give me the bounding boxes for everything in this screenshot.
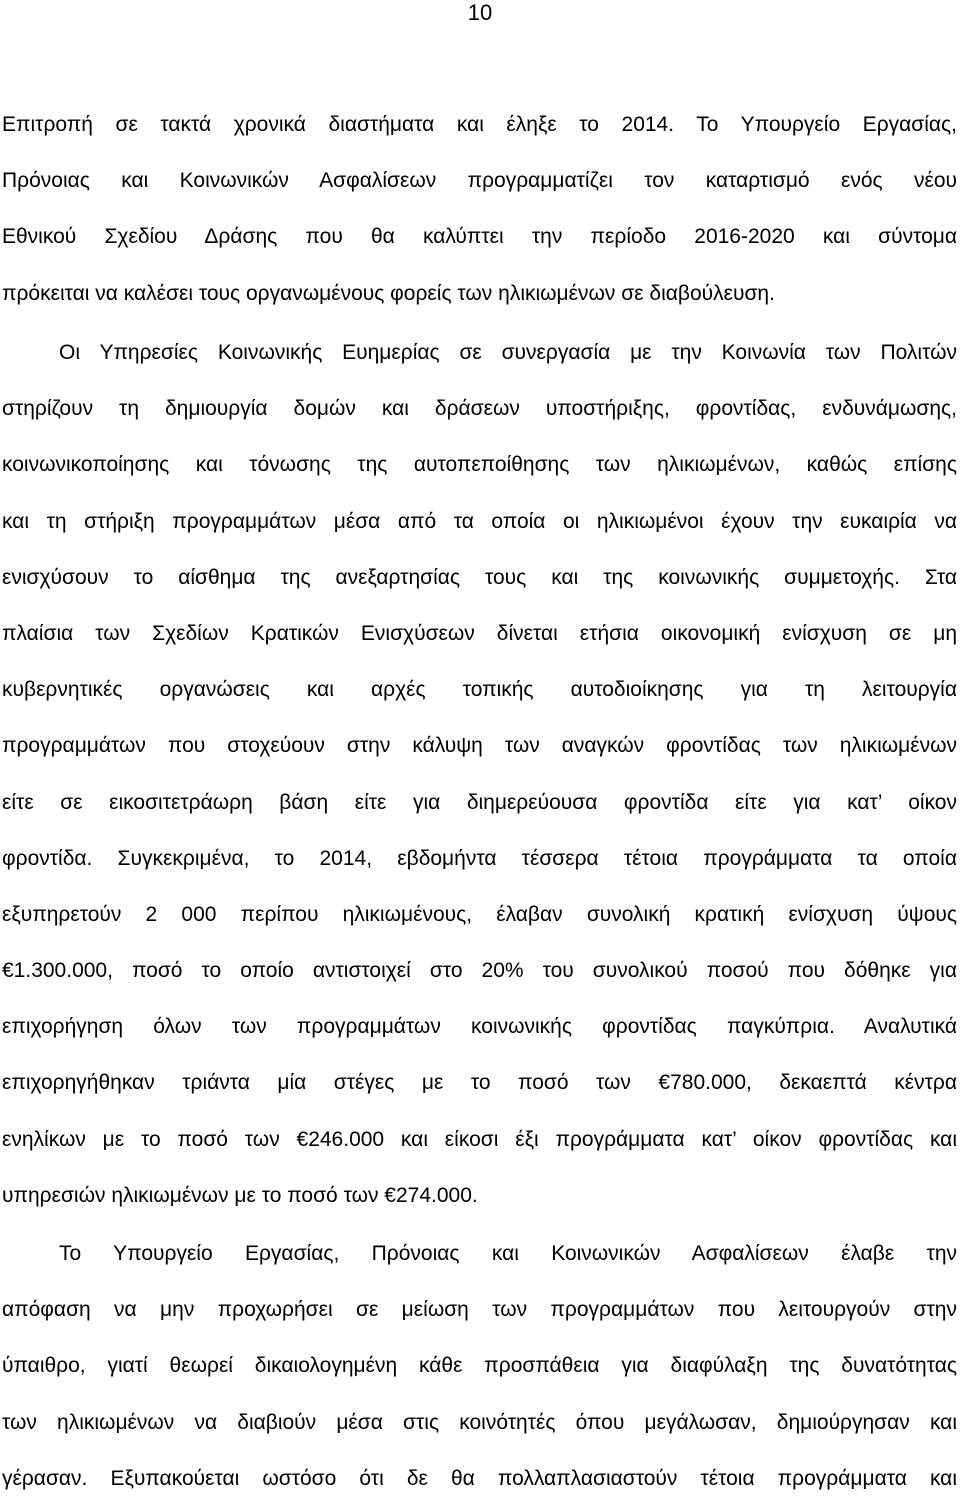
text-line: ενισχύσουν το αίσθημα της ανεξαρτησίας τους και της κοινωνικής συμμετοχής. Στα [2,565,957,589]
text-line: κυβερνητικές οργανώσεις και αρχές τοπικής αυτοδιοίκησης για τη λειτουργία [2,678,957,702]
text-line: υπηρεσιών ηλικιωμένων με το ποσό των €274.000. [2,1183,478,1207]
text-line: γέρασαν. Εξυπακούεται ωστόσο ότι δε θα πολλαπλασιαστούν τέτοια προγράμματα και [2,1466,957,1490]
text-line: ενηλίκων με το ποσό των €246.000 και είκοσι έξι προγράμματα κατ’ οίκον φροντίδας και [2,1127,957,1151]
text-line: Επιτροπή σε τακτά χρονικά διαστήματα και έληξε το 2014. Το Υπουργείο Εργασίας, [2,113,957,136]
text-line: Εθνικού Σχεδίου Δράσης που θα καλύπτει την περίοδο 2016-2020 και σύντομα [2,225,957,249]
text-line: απόφαση να μην προχωρήσει σε μείωση των προγραμμάτων που λειτουργούν στην [2,1298,957,1322]
text-line: κοινωνικοποίησης και τόνωσης της αυτοπεποίθησης των ηλικιωμένων, καθώς επίσης [2,453,957,477]
paragraph-social-welfare [2,325,957,1224]
text-line: είτε σε εικοσιτετράωρη βάση είτε για διημερεύουσα φροντίδα είτε για κατ’ οίκον [2,790,957,814]
text-line: προγραμμάτων που στοχεύουν στην κάλυψη των αναγκών φροντίδας των ηλικιωμένων [2,734,957,758]
text-line: των ηλικιωμένων να διαβιούν μέσα στις κοινότητές όπου μεγάλωσαν, δημιούργησαν και [2,1410,957,1434]
text-line: Οι Υπηρεσίες Κοινωνικής Ευημερίας σε συνεργασία με την Κοινωνία των Πολιτών [59,341,957,364]
text-line: επιχορήγηση όλων των προγραμμάτων κοινωνικής φροντίδας παγκύπρια. Αναλυτικά [2,1015,957,1039]
paragraph-continuation [2,97,957,322]
text-line: επιχορηγήθηκαν τριάντα μία στέγες με το ποσό των €780.000, δεκαεπτά κέντρα [2,1071,957,1095]
text-line: και τη στήριξη προγραμμάτων μέσα από τα οποία οι ηλικιωμένοι έχουν την ευκαιρία να [2,509,957,533]
text-line: ύπαιθρο, γιατί θεωρεί δικαιολογημένη κάθε προσπάθεια για διαφύλαξη της δυνατότητας [2,1354,957,1378]
page-number: 10 [467,0,493,25]
text-line: Το Υπουργείο Εργασίας, Πρόνοιας και Κοινωνικών Ασφαλίσεων έλαβε την [59,1242,957,1265]
text-line: Πρόνοιας και Κοινωνικών Ασφαλίσεων προγραμματίζει τον καταρτισμό ενός νέου [2,169,957,193]
text-line: στηρίζουν τη δημιουργία δομών και δράσεων υποστήριξης, φροντίδας, ενδυνάμωσης, [2,397,957,421]
text-line: €1.300.000, ποσό το οποίο αντιστοιχεί στο 20% του συνολικού ποσού που δόθηκε για [2,959,957,983]
text-line: πλαίσια των Σχεδίων Κρατικών Ενισχύσεων δίνεται ετήσια οικονομική ενίσχυση σε μη [2,621,957,645]
text-line: φροντίδα. Συγκεκριμένα, το 2014, εβδομήντα τέσσερα τέτοια προγράμματα τα οποία [2,846,957,870]
text-line: εξυπηρετούν 2 000 περίπου ηλικιωμένους, έλαβαν συνολική κρατική ενίσχυση ύψους [2,902,957,926]
paragraph-rural-programmes [2,1226,957,1507]
text-line: πρόκειται να καλέσει τους οργανωμένους φορείς των ηλικιωμένων σε διαβούλευση. [2,281,775,305]
